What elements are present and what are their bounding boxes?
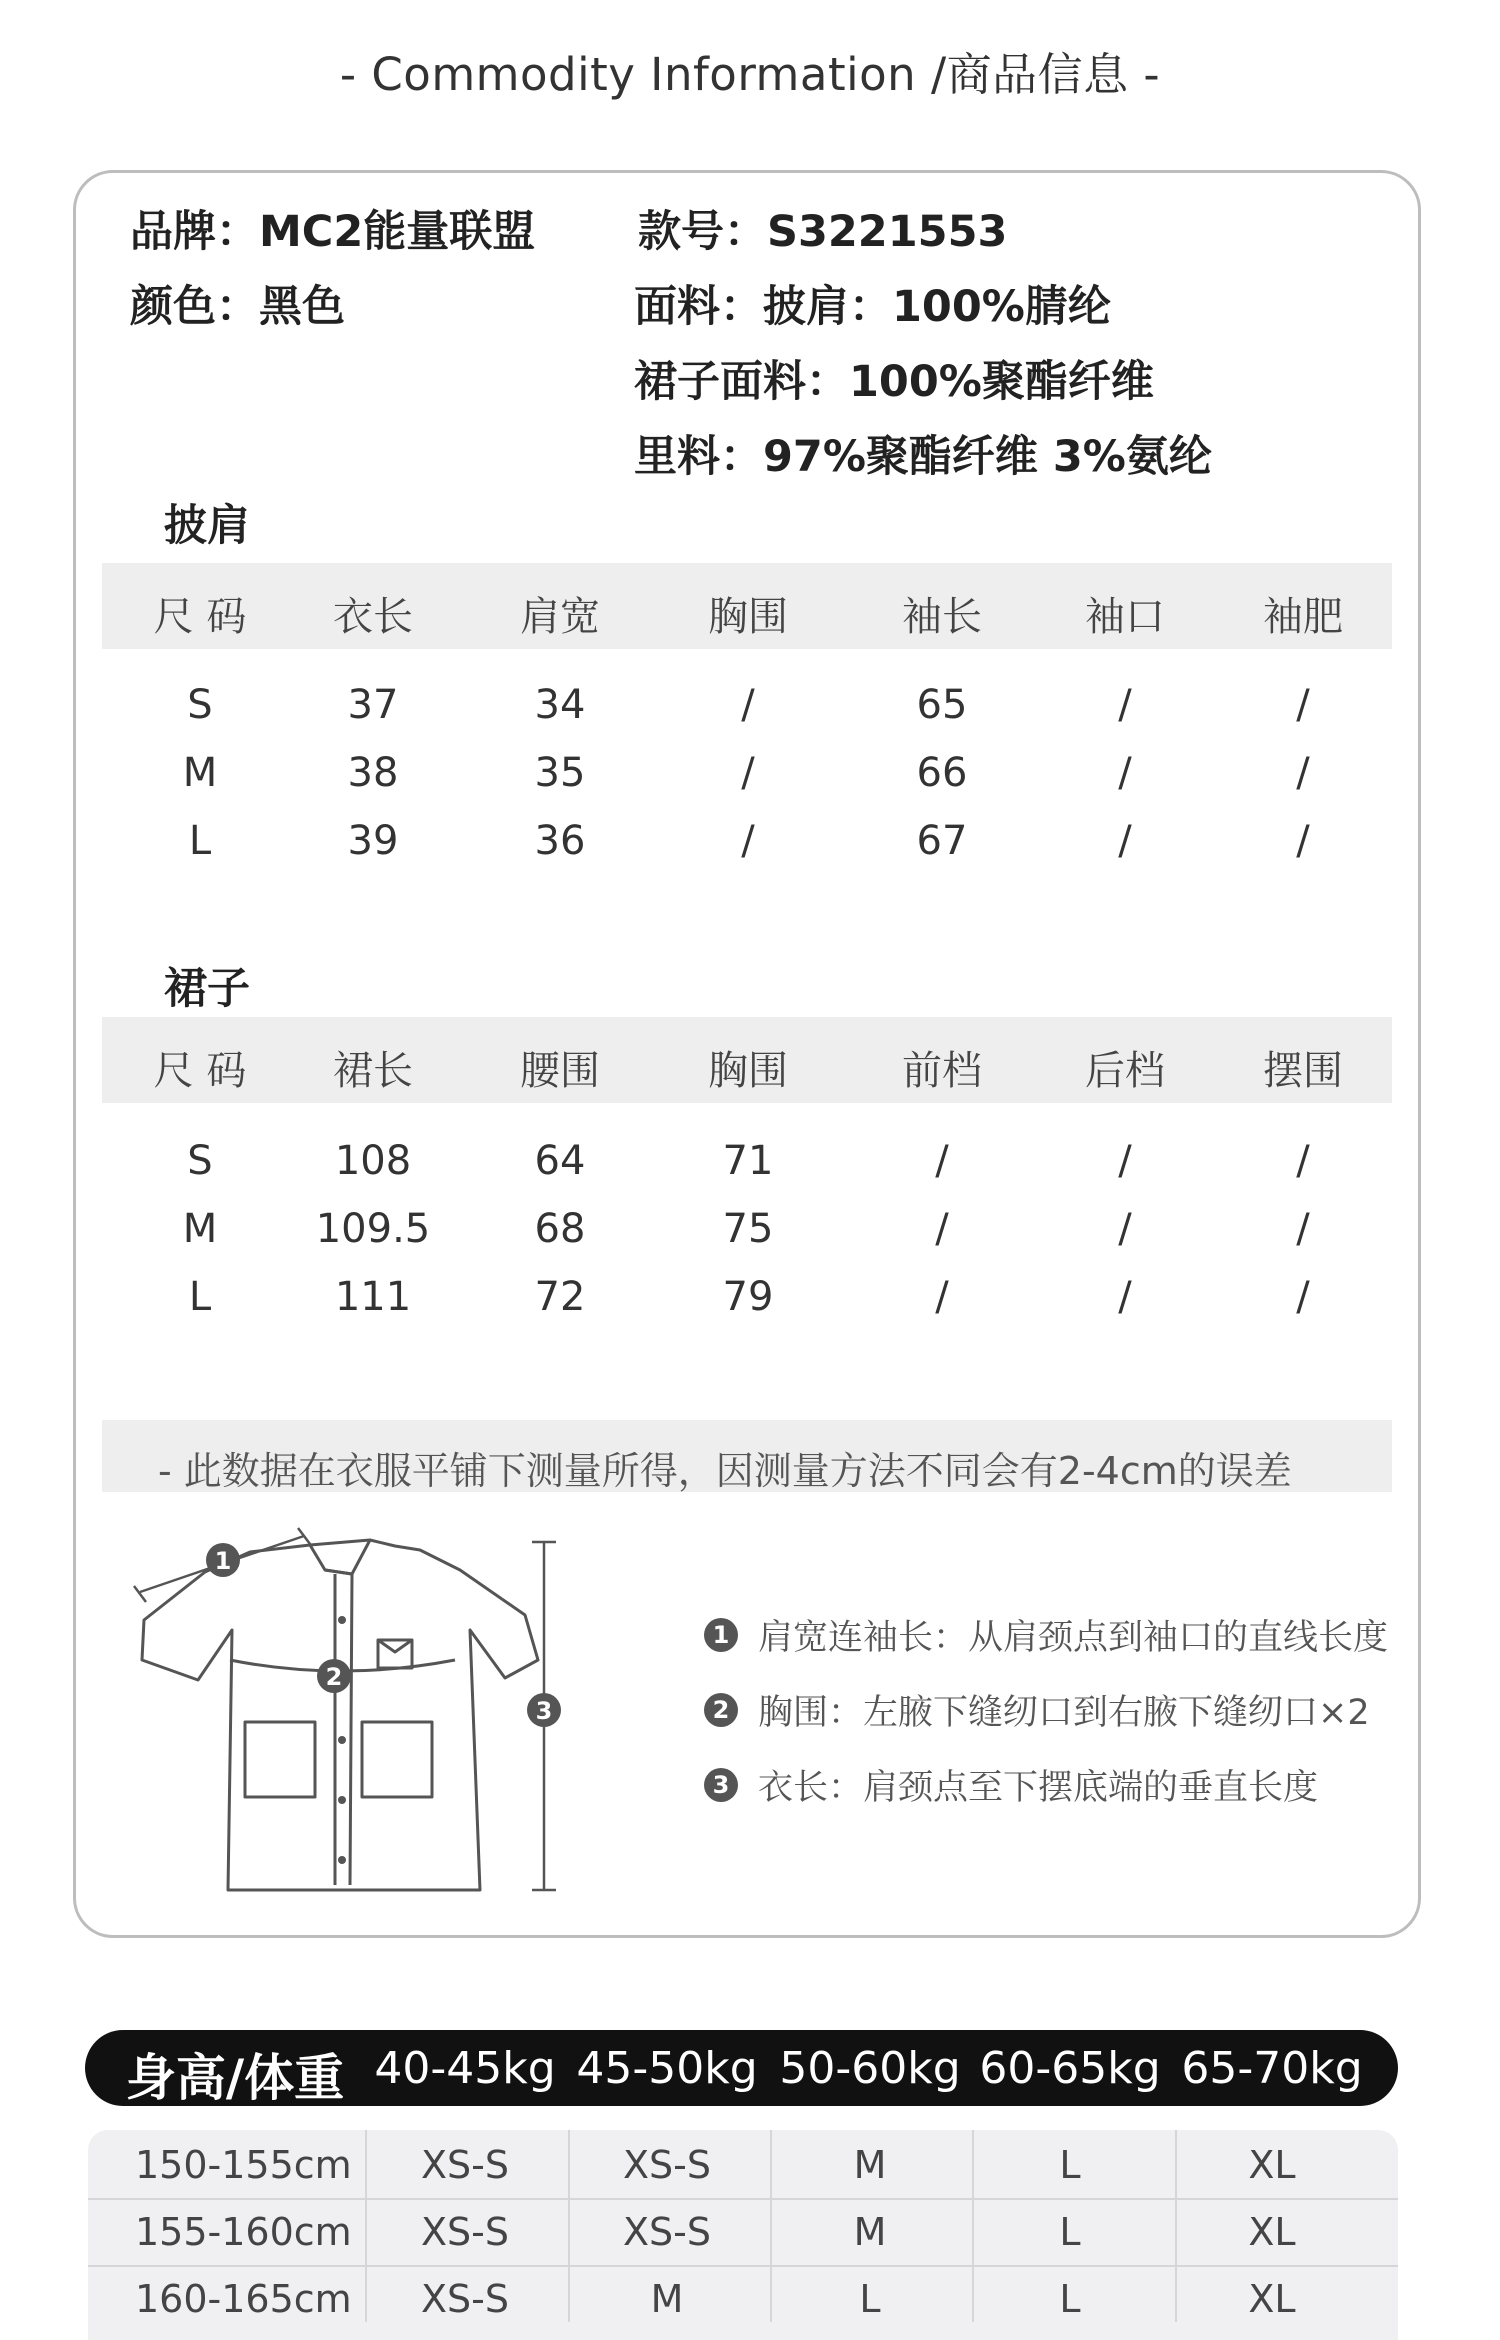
skirt-header-cell: 尺 码 (153, 1048, 247, 1094)
diagram-marker-3: 3 (535, 1697, 553, 1725)
shawl-header-cell: 衣长 (333, 594, 413, 640)
shawl-cell: 67 (916, 818, 968, 864)
skirt-cell: 111 (334, 1274, 412, 1320)
size-chart-cell: M (853, 2143, 887, 2187)
skirt-cell: / (1118, 1206, 1132, 1252)
size-chart-row-divider (88, 2265, 1398, 2267)
skirt-cell: / (935, 1274, 949, 1320)
size-chart-cell: XL (1248, 2277, 1296, 2321)
style-number-text: 款号：S3221553 (638, 207, 1008, 257)
size-chart-cell: L (859, 2277, 881, 2321)
skirt-cell: 72 (534, 1274, 586, 1320)
shawl-cell: S (187, 682, 213, 728)
skirt-header-cell: 胸围 (708, 1048, 788, 1094)
size-chart-row-divider (88, 2198, 1398, 2200)
skirt-header-cell: 裙长 (333, 1048, 413, 1094)
size-chart-column-divider (1175, 2130, 1177, 2322)
shawl-cell: 37 (347, 682, 399, 728)
shawl-cell: 36 (534, 818, 586, 864)
skirt-cell: / (1118, 1138, 1132, 1184)
shawl-cell: 66 (916, 750, 968, 796)
legend-item-3 (704, 1760, 1318, 1810)
skirt-cell: / (1118, 1274, 1132, 1320)
size-chart-header-cell: 身高/体重 (125, 2049, 345, 2107)
skirt-cell: 68 (534, 1206, 586, 1252)
shawl-cell: 65 (916, 682, 968, 728)
skirt-header-cell: 摆围 (1263, 1048, 1343, 1094)
size-chart-cell: 160-165cm (135, 2277, 352, 2321)
shawl-header-cell: 袖肥 (1263, 594, 1343, 640)
size-chart-cell: L (1059, 2210, 1081, 2254)
skirt-cell: 109.5 (315, 1206, 431, 1252)
legend-text-1: 肩宽连袖长：从肩颈点到袖口的直线长度 (758, 1618, 1389, 1658)
skirt-cell: 75 (722, 1206, 774, 1252)
size-chart-header-cell: 40-45kg (374, 2043, 556, 2094)
shawl-cell: / (1296, 750, 1310, 796)
shawl-cell: M (182, 750, 218, 796)
size-chart-cell: M (650, 2277, 684, 2321)
shawl-cell: L (188, 818, 212, 864)
skirt-cell: 64 (534, 1138, 586, 1184)
shawl-cell: / (741, 682, 755, 728)
skirt-cell: / (1296, 1274, 1310, 1320)
number-3-icon: 3 (704, 1768, 738, 1802)
size-chart-header-cell: 45-50kg (576, 2043, 758, 2094)
skirt-cell: M (182, 1206, 218, 1252)
size-chart-header-cell: 65-70kg (1181, 2043, 1363, 2094)
color-text: 颜色：黑色 (130, 282, 345, 332)
skirt-header-cell: 腰围 (520, 1048, 600, 1094)
skirt-cell: / (1296, 1138, 1310, 1184)
shawl-cell: 35 (534, 750, 586, 796)
diagram-marker-1: 1 (214, 1547, 232, 1575)
shawl-header-cell: 袖长 (902, 594, 982, 640)
size-chart-cell: XL (1248, 2210, 1296, 2254)
lining-text: 里料：97%聚酯纤维 3%氨纶 (634, 432, 1212, 482)
size-chart-column-divider (770, 2130, 772, 2322)
shawl-cell: 34 (534, 682, 586, 728)
shawl-cell: / (741, 750, 755, 796)
shawl-cell: / (1118, 750, 1132, 796)
size-chart-column-divider (972, 2130, 974, 2322)
size-chart-cell: L (1059, 2277, 1081, 2321)
size-chart-cell: M (853, 2210, 887, 2254)
shawl-header-cell: 袖口 (1085, 594, 1165, 640)
size-chart-cell: XS-S (421, 2210, 509, 2254)
skirt-cell: L (188, 1274, 212, 1320)
shawl-cell: / (1118, 818, 1132, 864)
section-title: - Commodity Information /商品信息 - (339, 48, 1161, 101)
skirt-header-cell: 后档 (1085, 1048, 1165, 1094)
size-chart-header-cell: 50-60kg (779, 2043, 961, 2094)
legend-item-2 (704, 1685, 1370, 1735)
size-chart-cell: XS-S (623, 2143, 711, 2187)
legend-text-3: 衣长：肩颈点至下摆底端的垂直长度 (758, 1768, 1319, 1808)
shawl-cell: 39 (347, 818, 399, 864)
legend-item-1 (704, 1610, 1388, 1660)
size-chart-cell: 150-155cm (135, 2143, 352, 2187)
size-chart-cell: XS-S (421, 2277, 509, 2321)
measurement-note: - 此数据在衣服平铺下测量所得，因测量方法不同会有2-4cm的误差 (158, 1449, 1292, 1493)
skirt-cell: / (1296, 1206, 1310, 1252)
size-chart-column-divider (568, 2130, 570, 2322)
shawl-cell: / (1118, 682, 1132, 728)
size-chart-column-divider (365, 2130, 367, 2322)
garment-diagram (120, 1510, 580, 1910)
diagram-marker-2: 2 (325, 1663, 343, 1691)
brand-text: 品牌：MC2能量联盟 (130, 207, 536, 257)
shawl-header-cell: 尺 码 (153, 594, 247, 640)
legend-text-2: 胸围：左腋下缝纫口到右腋下缝纫口×2 (758, 1693, 1370, 1733)
skirt-title: 裙子 (164, 964, 250, 1014)
skirt-fabric-text: 裙子面料：100%聚酯纤维 (634, 357, 1154, 407)
shawl-cell: / (741, 818, 755, 864)
skirt-header-cell: 前档 (902, 1048, 982, 1094)
size-chart-cell: XL (1248, 2143, 1296, 2187)
skirt-cell: / (935, 1206, 949, 1252)
skirt-cell: 71 (722, 1138, 774, 1184)
shawl-cell: 38 (347, 750, 399, 796)
shawl-cell: / (1296, 818, 1310, 864)
skirt-cell: 79 (722, 1274, 774, 1320)
fabric-text: 面料：披肩：100%腈纶 (634, 282, 1111, 332)
number-2-icon: 2 (704, 1693, 738, 1727)
size-chart-cell: L (1059, 2143, 1081, 2187)
skirt-cell: 108 (334, 1138, 412, 1184)
number-1-icon: 1 (704, 1618, 738, 1652)
size-chart-cell: XS-S (421, 2143, 509, 2187)
shawl-header-cell: 胸围 (708, 594, 788, 640)
size-chart-header-cell: 60-65kg (979, 2043, 1161, 2094)
shawl-header-cell: 肩宽 (520, 594, 600, 640)
size-chart-cell: 155-160cm (135, 2210, 352, 2254)
skirt-cell: S (187, 1138, 213, 1184)
shawl-title: 披肩 (164, 501, 250, 551)
skirt-cell: / (935, 1138, 949, 1184)
shawl-cell: / (1296, 682, 1310, 728)
size-chart-cell: XS-S (623, 2210, 711, 2254)
